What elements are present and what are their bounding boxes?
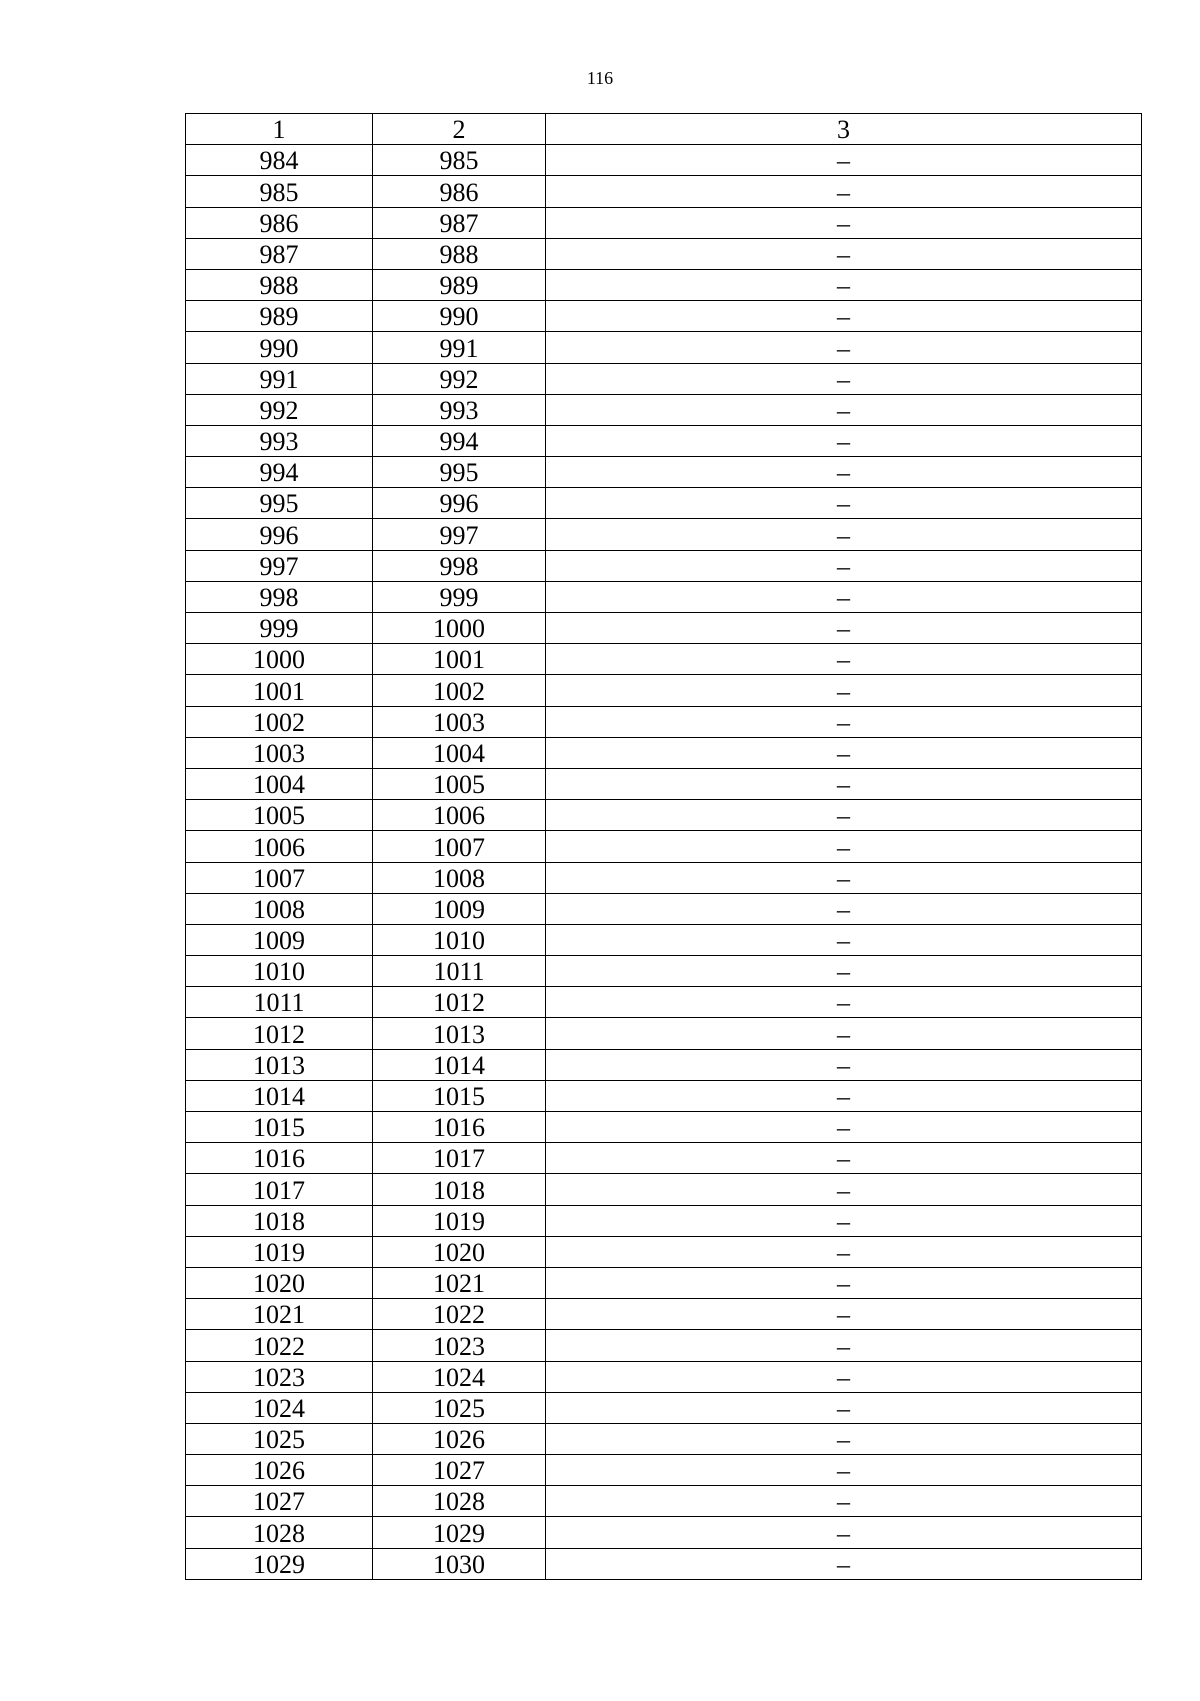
table-row — [186, 145, 1142, 176]
table-cell-col2: 1013 — [373, 1018, 546, 1049]
table-cell-col3: – — [546, 519, 1142, 550]
table-cell-col3: – — [546, 1112, 1142, 1143]
table-cell-col3: – — [546, 987, 1142, 1018]
table-cell-col2: 997 — [373, 519, 546, 550]
column-header-2: 2 — [373, 114, 546, 145]
table-cell-col3: – — [546, 893, 1142, 924]
table-cell-col1: 986 — [186, 207, 373, 238]
table-cell-col2: 1010 — [373, 924, 546, 955]
table-row — [186, 1330, 1142, 1361]
table-cell-col2: 992 — [373, 363, 546, 394]
table-cell-col1: 993 — [186, 425, 373, 456]
table-cell-col2: 1030 — [373, 1548, 546, 1579]
table-row — [186, 737, 1142, 768]
table-cell-col2: 1003 — [373, 706, 546, 737]
table-cell-col2: 1028 — [373, 1486, 546, 1517]
table-cell-col3: – — [546, 1049, 1142, 1080]
table-cell-col1: 997 — [186, 550, 373, 581]
table-cell-col1: 1026 — [186, 1455, 373, 1486]
table-row — [186, 394, 1142, 425]
page-number: 116 — [586, 68, 614, 88]
table-cell-col1: 996 — [186, 519, 373, 550]
table-cell-col3: – — [546, 706, 1142, 737]
table-cell-col2: 989 — [373, 269, 546, 300]
column-header-1: 1 — [186, 114, 373, 145]
table-cell-col1: 989 — [186, 301, 373, 332]
table-cell-col2: 1009 — [373, 893, 546, 924]
table-cell-col3: – — [546, 1361, 1142, 1392]
table-cell-col3: – — [546, 1267, 1142, 1298]
table-cell-col2: 1012 — [373, 987, 546, 1018]
table-row — [186, 519, 1142, 550]
table-cell-col3: – — [546, 457, 1142, 488]
table-cell-col2: 991 — [373, 332, 546, 363]
table-cell-col1: 1000 — [186, 644, 373, 675]
table-row — [186, 1299, 1142, 1330]
table-cell-col2: 1025 — [373, 1392, 546, 1423]
table-row — [186, 862, 1142, 893]
table-row — [186, 1267, 1142, 1298]
table-row — [186, 613, 1142, 644]
table-cell-col1: 1029 — [186, 1548, 373, 1579]
table-cell-col1: 1004 — [186, 768, 373, 799]
table-row — [186, 675, 1142, 706]
table-row — [186, 1361, 1142, 1392]
table-body — [186, 145, 1142, 1580]
table-cell-col1: 985 — [186, 176, 373, 207]
table-cell-col1: 984 — [186, 145, 373, 176]
table-cell-col2: 1001 — [373, 644, 546, 675]
table-cell-col2: 1015 — [373, 1080, 546, 1111]
table-cell-col1: 1028 — [186, 1517, 373, 1548]
table-cell-col3: – — [546, 862, 1142, 893]
table-cell-col2: 987 — [373, 207, 546, 238]
table-cell-col3: – — [546, 394, 1142, 425]
table-cell-col3: – — [546, 831, 1142, 862]
table-row — [186, 1080, 1142, 1111]
table-cell-col2: 988 — [373, 238, 546, 269]
table-cell-col2: 1006 — [373, 800, 546, 831]
table-row — [186, 1174, 1142, 1205]
table-cell-col2: 985 — [373, 145, 546, 176]
table-cell-col3: – — [546, 1517, 1142, 1548]
table-cell-col2: 998 — [373, 550, 546, 581]
table-cell-col2: 1005 — [373, 768, 546, 799]
table-cell-col1: 999 — [186, 613, 373, 644]
table-cell-col1: 1002 — [186, 706, 373, 737]
table-cell-col1: 1019 — [186, 1236, 373, 1267]
table-cell-col3: – — [546, 207, 1142, 238]
column-header-3: 3 — [546, 114, 1142, 145]
table-row — [186, 581, 1142, 612]
table-cell-col2: 990 — [373, 301, 546, 332]
table-row — [186, 1548, 1142, 1579]
table-cell-col1: 1008 — [186, 893, 373, 924]
table-cell-col2: 993 — [373, 394, 546, 425]
table-row — [186, 363, 1142, 394]
table-cell-col3: – — [546, 1392, 1142, 1423]
table-cell-col3: – — [546, 332, 1142, 363]
table-cell-col2: 1020 — [373, 1236, 546, 1267]
table-cell-col1: 1005 — [186, 800, 373, 831]
table-cell-col1: 1015 — [186, 1112, 373, 1143]
table-cell-col1: 998 — [186, 581, 373, 612]
table-cell-col2: 1011 — [373, 956, 546, 987]
table-cell-col3: – — [546, 956, 1142, 987]
table-cell-col1: 992 — [186, 394, 373, 425]
table-cell-col1: 991 — [186, 363, 373, 394]
table-cell-col2: 1018 — [373, 1174, 546, 1205]
table-cell-col2: 1004 — [373, 737, 546, 768]
table-row — [186, 1517, 1142, 1548]
table-row — [186, 1392, 1142, 1423]
table-cell-col2: 1002 — [373, 675, 546, 706]
table-row — [186, 1455, 1142, 1486]
table-row — [186, 1112, 1142, 1143]
table-cell-col1: 1025 — [186, 1423, 373, 1454]
table-cell-col1: 995 — [186, 488, 373, 519]
table-cell-col1: 1012 — [186, 1018, 373, 1049]
table-cell-col1: 1016 — [186, 1143, 373, 1174]
table-row — [186, 644, 1142, 675]
table-cell-col2: 1021 — [373, 1267, 546, 1298]
table-cell-col2: 1027 — [373, 1455, 546, 1486]
table-row — [186, 332, 1142, 363]
table-cell-col1: 1021 — [186, 1299, 373, 1330]
table-cell-col2: 1029 — [373, 1517, 546, 1548]
table-row — [186, 800, 1142, 831]
table-cell-col1: 1011 — [186, 987, 373, 1018]
table-cell-col1: 1023 — [186, 1361, 373, 1392]
table-cell-col2: 1026 — [373, 1423, 546, 1454]
table-row — [186, 207, 1142, 238]
table-row — [186, 1143, 1142, 1174]
table-cell-col3: – — [546, 269, 1142, 300]
table-cell-col1: 988 — [186, 269, 373, 300]
table-row — [186, 1486, 1142, 1517]
table-row — [186, 1423, 1142, 1454]
table-cell-col2: 1000 — [373, 613, 546, 644]
table-cell-col1: 1024 — [186, 1392, 373, 1423]
table-cell-col2: 1023 — [373, 1330, 546, 1361]
table-cell-col2: 1008 — [373, 862, 546, 893]
table-cell-col1: 987 — [186, 238, 373, 269]
data-table — [185, 113, 1142, 1580]
table-row — [186, 457, 1142, 488]
table-cell-col2: 999 — [373, 581, 546, 612]
table-header-row — [186, 114, 1142, 145]
table-cell-col2: 994 — [373, 425, 546, 456]
table-row — [186, 924, 1142, 955]
table-cell-col3: – — [546, 176, 1142, 207]
table-cell-col3: – — [546, 363, 1142, 394]
table-cell-col3: – — [546, 613, 1142, 644]
table-row — [186, 893, 1142, 924]
table-cell-col2: 996 — [373, 488, 546, 519]
table-cell-col3: – — [546, 768, 1142, 799]
table-cell-col2: 986 — [373, 176, 546, 207]
table-cell-col3: – — [546, 1299, 1142, 1330]
table-cell-col1: 1009 — [186, 924, 373, 955]
table-cell-col3: – — [546, 425, 1142, 456]
table-cell-col3: – — [546, 1143, 1142, 1174]
table-cell-col3: – — [546, 238, 1142, 269]
table-cell-col1: 990 — [186, 332, 373, 363]
table-cell-col1: 1001 — [186, 675, 373, 706]
table-cell-col1: 1014 — [186, 1080, 373, 1111]
table-cell-col1: 1006 — [186, 831, 373, 862]
table-row — [186, 1018, 1142, 1049]
table-cell-col3: – — [546, 488, 1142, 519]
table-cell-col3: – — [546, 1080, 1142, 1111]
table-cell-col1: 1010 — [186, 956, 373, 987]
table-cell-col3: – — [546, 1018, 1142, 1049]
table-cell-col1: 1027 — [186, 1486, 373, 1517]
table-cell-col1: 1020 — [186, 1267, 373, 1298]
table-cell-col1: 1003 — [186, 737, 373, 768]
table-cell-col3: – — [546, 800, 1142, 831]
table-cell-col2: 1014 — [373, 1049, 546, 1080]
table-cell-col3: – — [546, 1548, 1142, 1579]
table-cell-col1: 994 — [186, 457, 373, 488]
table-cell-col1: 1013 — [186, 1049, 373, 1080]
table-cell-col3: – — [546, 1174, 1142, 1205]
table-row — [186, 768, 1142, 799]
table-cell-col1: 1017 — [186, 1174, 373, 1205]
table-row — [186, 831, 1142, 862]
table-cell-col3: – — [546, 1330, 1142, 1361]
table-cell-col1: 1007 — [186, 862, 373, 893]
table-row — [186, 550, 1142, 581]
table-cell-col3: – — [546, 1236, 1142, 1267]
table-cell-col1: 1018 — [186, 1205, 373, 1236]
table-cell-col3: – — [546, 675, 1142, 706]
table-row — [186, 269, 1142, 300]
table-cell-col3: – — [546, 1423, 1142, 1454]
table-cell-col2: 1017 — [373, 1143, 546, 1174]
table-cell-col3: – — [546, 301, 1142, 332]
table-row — [186, 238, 1142, 269]
table-row — [186, 301, 1142, 332]
table-cell-col3: – — [546, 1205, 1142, 1236]
table-cell-col2: 995 — [373, 457, 546, 488]
table-cell-col3: – — [546, 1455, 1142, 1486]
table-cell-col3: – — [546, 737, 1142, 768]
table-cell-col1: 1022 — [186, 1330, 373, 1361]
table-cell-col2: 1022 — [373, 1299, 546, 1330]
table-cell-col3: – — [546, 550, 1142, 581]
table-cell-col2: 1019 — [373, 1205, 546, 1236]
table-row — [186, 1236, 1142, 1267]
table-cell-col3: – — [546, 1486, 1142, 1517]
table-cell-col3: – — [546, 644, 1142, 675]
table-cell-col3: – — [546, 145, 1142, 176]
table-row — [186, 425, 1142, 456]
table-row — [186, 706, 1142, 737]
table-row — [186, 176, 1142, 207]
table-cell-col2: 1024 — [373, 1361, 546, 1392]
table-cell-col2: 1016 — [373, 1112, 546, 1143]
table-cell-col2: 1007 — [373, 831, 546, 862]
table-row — [186, 987, 1142, 1018]
table-row — [186, 956, 1142, 987]
table-row — [186, 1205, 1142, 1236]
table-row — [186, 1049, 1142, 1080]
table-row — [186, 488, 1142, 519]
table-cell-col3: – — [546, 581, 1142, 612]
table-cell-col3: – — [546, 924, 1142, 955]
